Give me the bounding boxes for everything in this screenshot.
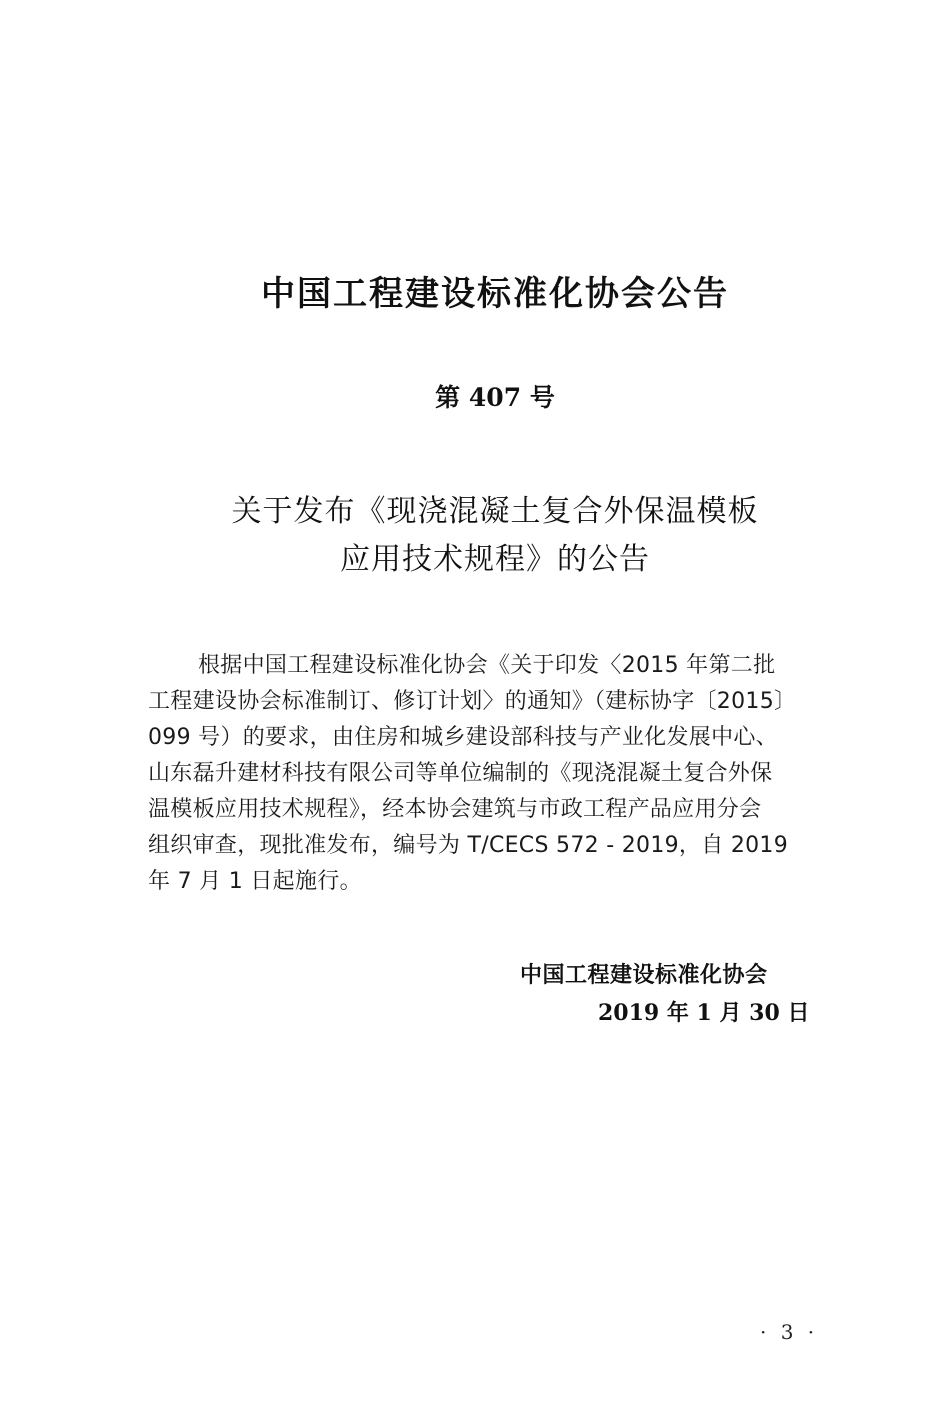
body-line-7: 年 7 月 1 日起施行。 <box>148 869 362 894</box>
body-line-1: 根据中国工程建设标准化协会《关于印发〈2015 年第二批 <box>198 653 776 678</box>
organization-title: 中国工程建设标准化协会公告 <box>261 274 729 314</box>
body-line-3: 099 号）的要求，由住房和城乡建设部科技与产业化发展中心、 <box>148 725 778 750</box>
heading-line-2: 应用技术规程》的公告 <box>340 542 650 577</box>
signer-organization: 中国工程建设标准化协会 <box>520 963 768 988</box>
body-line-2: 工程建设协会标准制订、修订计划〉的通知》（建标协字〔2015〕 <box>148 689 797 714</box>
notice-number-value: 407 <box>468 383 522 412</box>
body-line-4: 山东磊升建材科技有限公司等单位编制的《现浇混凝土复合外保 <box>148 761 773 786</box>
notice-number-suffix: 号 <box>529 383 555 412</box>
body-line-5: 温模板应用技术规程》，经本协会建筑与市政工程产品应用分会 <box>148 797 762 822</box>
page-number: · 3 · <box>760 1320 819 1344</box>
heading-line-1: 关于发布《现浇混凝土复合外保温模板 <box>231 494 759 529</box>
notice-number <box>0 378 950 414</box>
body-line-6: 组织审查，现批准发布，编号为 T/CECS 572 - 2019，自 2019 <box>148 833 789 858</box>
notice-number-prefix: 第 <box>435 383 461 412</box>
sign-date: 2019 年 1 月 30 日 <box>598 1000 810 1026</box>
